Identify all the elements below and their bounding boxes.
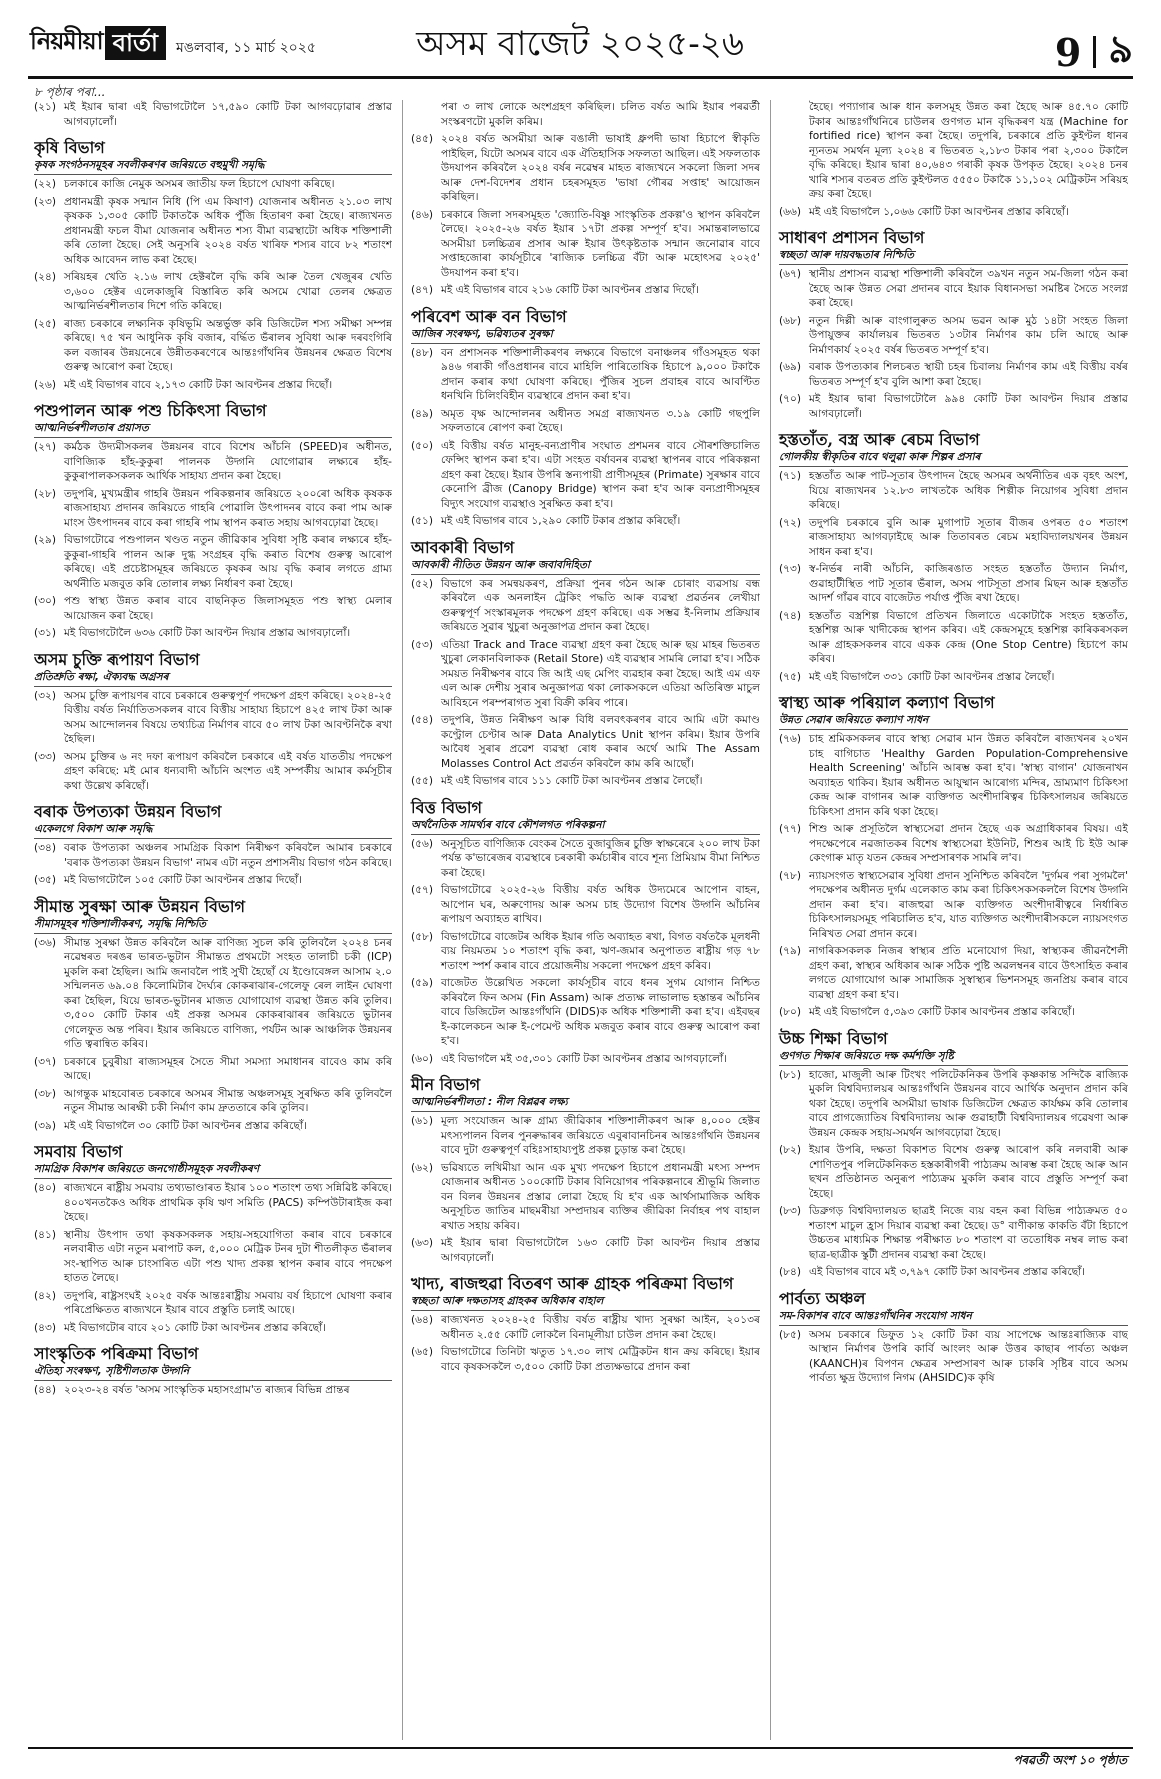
page-number-divider xyxy=(1093,36,1096,68)
paragraph xyxy=(779,732,1128,819)
paragraph-number: (৫৮) xyxy=(411,930,434,943)
paragraph-text: চৰকাৰে জিলা সদৰসমূহত 'জ্যোতি-বিষ্ণু সাংস্কৃতিক প্ৰকল্প'ও স্থাপন কৰিবলৈ লৈছে। ২০২৫-২৬ বৰ্ষত ইয়াৰ ১৭টা প্ৰকল্প সম্পূৰ্ণ হ'ব। সমান্তৰালভাৱে অসমীয়া চলচ্চিত্ৰৰ প্ৰসাৰ আৰু ইয়াৰ উৎকৃষ্টতাক সন্মান জনোৱাৰ বাবে সপ্তাহজোৰা কাৰ্যসূচীৰে 'ৰাজ্যিক চলচ্চিত্ৰ বঁটা আৰু মহোৎসৱ ২০২৫' উদযাপন কৰা হ'ব। xyxy=(441,208,760,279)
section-heading: বৰাক উপত্যকা উন্নয়ন বিভাগ xyxy=(34,802,222,821)
paragraph-text: হৈছে। পণ্যাগাৰ আৰু ধান কলসমূহ উন্নত কৰা হৈছে আৰু ৪৫.৭০ কোটি টকাৰ আন্তঃগাঁথনিৰে চাউলৰ গুণগত মান বৃদ্ধিকৰণ যন্ত্ৰ (Machine for fortified rice) স্থাপন কৰা হৈছে। তদুপৰি, চৰকাৰে প্ৰতি কুইণ্টল ধানৰ ন্যূনতম সমৰ্থন মূল্য ২০২৪ ৰ ভিতৰত ২,১৮৩ টকাৰ পৰা ২,৩০০ টকালৈ বৃদ্ধি কৰিছে। ইয়াৰ দ্বাৰা ৪০,৬৪৩ গৰাকী কৃষক উপকৃত হৈছে। ২০২৪ চনৰ খাৰি শস্যৰ বতৰত প্ৰতি কুইণ্টলত ৫৫৫০ টকাকৈ ১১,১০২ মেট্ৰিকটন সৰিয়হ ক্ৰয় কৰা হৈছে। xyxy=(809,101,1128,200)
paragraph-number: (২৫) xyxy=(34,317,57,330)
paragraph-number: (৮৪) xyxy=(779,1266,802,1278)
paragraph-number: (২২) xyxy=(34,178,57,190)
section-subheading: স্বচ্ছতা আৰু দক্ষতাসহ গ্ৰাহকৰ অধিকাৰ বাহাল xyxy=(411,1294,760,1311)
paragraph-text: বাজেটত উল্লেখিত সকলো কাৰ্যসূচীৰ বাবে ধনৰ সুগম যোগান নিশ্চিত কৰিবলৈ ফিন অসম (Fin Assam) আৰু প্ৰত্যক্ষ লাভালাভ হস্তান্তৰ আঁচনিৰ বাবে ডিজিটেল আন্তঃগাঁথনি (DIDS)ক অধিক শক্তিশালী কৰা হ'ব। এইবছৰ ই-কালেকচন আৰু ই-পেমেণ্ট অধিক মজবুত কৰাৰ বাবে গুৰুত্ব আৰোপ কৰা হ'ব। xyxy=(441,977,760,1047)
paragraph-number: (২৭) xyxy=(34,441,57,453)
paragraph xyxy=(411,1052,760,1067)
paragraph-number: (৩৪) xyxy=(34,842,57,854)
section-subheading: প্ৰতিশ্ৰুতি ৰক্ষা, ঐক্যবদ্ধ অগ্ৰসৰ xyxy=(34,670,392,687)
section-heading: পৰিবেশ আৰু বন বিভাগ xyxy=(411,306,567,326)
paragraph-number: (৬৯) xyxy=(779,361,802,373)
paragraph-number: (৭৭) xyxy=(779,823,802,835)
section-subheading: গুণগত শিক্ষাৰ জৰিয়তে দক্ষ কৰ্মশক্তি সৃষ্টি xyxy=(779,1049,1128,1066)
section-heading: স্বাস্থ্য আৰু পৰিয়াল কল্যাণ বিভাগ xyxy=(779,693,995,712)
paragraph xyxy=(779,1328,1128,1386)
paragraph-number: (৫৬) xyxy=(411,837,434,850)
paragraph-text: শিশু আৰু প্ৰসূতিলৈ স্বাস্থ্যসেৱা প্ৰদান হৈছে এক অগ্ৰাধিকাৰৰ বিষয়। এই পদক্ষেপেৰে নৱজাতকৰ বিশেষ স্বাস্থ্যসেৱা ইউনিট, শিশুৰ আই চি ইউ আৰু কেংগাৰু মাতৃ যতন কেন্দ্ৰৰ সম্প্ৰসাৰণক সামৰি ল'ব। xyxy=(809,823,1128,864)
paragraph xyxy=(779,869,1128,942)
paragraph xyxy=(411,514,760,529)
paragraph-number: (৩১) xyxy=(34,627,57,639)
paragraph-text: কৰ্মঠক উদ্যমীসকলৰ উন্নয়নৰ বাবে বিশেষ আঁচনি (SPEED)ৰ অধীনত, বাণিজ্যিক হাঁহ-কুকুৰা পালনক উদ্গনি যোগোৱাৰ লক্ষ্যৰে হাঁহ-কুকুৰাপালকসকলক আৰ্থিক সাহায্য প্ৰদান কৰা হৈছে। xyxy=(64,441,392,482)
paragraph-number: (৭৬) xyxy=(779,733,802,745)
paragraph-text: মই ইয়াৰ দ্বাৰা বিভাগটোলৈ ৯৯৪ কোটি টকা আবণ্টন দিয়াৰ প্ৰস্তাৱ আগবঢ়ালোঁ। xyxy=(809,393,1128,420)
paragraph xyxy=(411,132,760,205)
paragraph xyxy=(779,516,1128,560)
paragraph xyxy=(34,317,392,375)
paragraph-text: বিভাগে কৰ সমন্বয়কৰণ, প্ৰক্ৰিয়া পুনৰ গঠন আৰু চোৰাং ব্যৱসায় বন্ধ কৰিবলৈ এক অনলাইন ট্ৰেকিং পদ্ধতি আৰু ব্যৱস্থা প্ৰৱৰ্তনৰ লেখীয়া গুৰুত্বপূৰ্ণ সংস্কাৰমূলক পদক্ষেপ গ্ৰহণ কৰিছে। এক সম্ভৱ ই-নিলাম প্ৰক্ৰিয়াৰ জৰিয়তে সুৱাৰ খুচুৰা অনুজ্ঞাপত্ৰ প্ৰদান কৰা হৈছে। xyxy=(441,577,760,633)
section-subheading: আত্মনিৰ্ভৰশীলতাৰ প্ৰয়াসত xyxy=(34,421,392,438)
paragraph xyxy=(34,270,392,314)
paragraph-text: তদুপৰি, মুখ্যমন্ত্ৰীৰ গাহৰি উন্নয়ন পৰিকল্পনাৰ জৰিয়তে ২০০ৰো অধিক কৃষকক ৰাজসাহায্য প্ৰদানৰ জৰিয়তে গাহৰি পোৱালি উৎপাদনৰ বাবে কৰা পাম আৰু মাংস উৎপাদনৰ বাবে কৰা গাহৰি পাম স্থাপন কৰাত সহায় আগবঢ়োৱা হৈছে। xyxy=(64,487,392,529)
paragraph-text: নাগৰিকসকলক নিজৰ স্বাস্থ্যৰ প্ৰতি মনোযোগ দিয়া, স্বাস্থ্যকৰ জীৱনশৈলী গ্ৰহণ কৰা, স্বাস্থ্যৰ অধিকাৰ আৰু সঠিক পুষ্টি অৱলম্বনৰ বাবে উৎসাহিত কৰাৰ লগতে যোগাযোগ আৰু সামাজিক সুস্বাস্থ্যৰ ভিশনসমূহ জনপ্ৰিয় কৰাৰ বাবে ব্যৱস্থা গ্ৰহণ কৰা হ'ব। xyxy=(809,945,1128,1001)
paragraph xyxy=(779,469,1128,513)
paragraph xyxy=(34,1087,392,1116)
section-subheading: সীমাসমূহৰ শক্তিশালীকৰণ, সমৃদ্ধি নিশ্চিতি xyxy=(34,917,392,934)
paragraph-text: ৰাজ্যখনত ২০২৪-২৫ বিত্তীয় বৰ্ষত ৰাষ্ট্ৰীয় খাদ্য সুৰক্ষা আইন, ২০১৩ৰ অধীনত ২.৫৫ কোটি লোকলৈ বিনামূলীয়া চাউল প্ৰদান কৰা হৈছে। xyxy=(441,1314,760,1341)
paragraph xyxy=(779,1265,1128,1280)
paragraph-text: স্থানীয় প্ৰশাসন ব্যৱস্থা শক্তিশালী কৰিবলৈ ৩৯খন নতুন সম-জিলা গঠন কৰা হৈছে আৰু উন্নত সেৱা প্ৰদানৰ বাবে ইয়াক বিধানসভা সমষ্টিৰ সৈতে সংলগ্ন কৰা হৈছে। xyxy=(809,268,1128,309)
paragraph-text: স্থানীয় উৎপাদ তথা কৃষকসকলক সহায়-সহযোগিতা কৰাৰ বাবে চৰকাৰে নলবাৰীত এটা নতুন মৰাপাট কল, ৫,০০০ মেট্ৰিক টনৰ দুটা শীতলীকৃত ভঁৰালৰ সং-স্থাপিত আৰু চাংসাৰিত এটা পশু খাদ্য প্ৰকল্প স্থাপন কৰাৰ বাবে পদক্ষেপ হাতত লৈছে। xyxy=(64,1228,392,1284)
paragraph-number: (৩৫) xyxy=(34,874,57,886)
paragraph-number: (৭৩) xyxy=(779,563,802,575)
paragraph xyxy=(779,314,1128,358)
paragraph xyxy=(411,638,760,711)
paragraph xyxy=(34,873,392,888)
paragraph-text: এই বিভাগৰ বাবে মই ৩,৭৯৭ কোটি টকা আবণ্টনৰ প্ৰস্তাৱ কৰিছোঁ। xyxy=(809,1266,1086,1278)
paragraph xyxy=(34,626,392,641)
paragraph xyxy=(34,1383,392,1398)
paragraph-number: (৭৫) xyxy=(779,670,802,683)
paragraph-text: মই এই বিভাগলৈ ৩০ কোটি টকা আবণ্টনৰ প্ৰস্তাৱ কৰিছোঁ। xyxy=(64,1119,307,1132)
paragraph xyxy=(34,378,392,393)
paragraph-number: (২৩) xyxy=(34,195,57,208)
paragraph-text: মই এই বিভাগলৈ ৫,৩৯৩ কোটি টকাৰ আবণ্টনৰ প্ৰস্তাৱ কৰিছোঁ। xyxy=(809,1006,1075,1018)
column-1 xyxy=(34,100,392,1740)
paragraph xyxy=(411,1313,760,1342)
paragraph xyxy=(34,841,392,870)
paragraph-number: (৫৯) xyxy=(411,977,434,989)
paragraph-text: বিভাগটোৱে বাজেটৰ অধিক ইয়াৰ গতি অব্যাহত ৰখা, বিগত বৰ্ষতকৈ মূলধনী ব্যয় নিয়মতম ১০ শতাংশ বৃদ্ধি কৰা, ঋণ-জমাৰ অনুপাতত ৰাষ্ট্ৰীয় গড় ৭৮ শতাংশ স্পৰ্শ কৰাৰ বাবে প্ৰয়োজনীয় সকলো পদক্ষেপ গ্ৰহণ কৰিব। xyxy=(441,930,760,972)
paragraph-text: প্ৰধানমন্ত্ৰী কৃষক সন্মান নিধি (পি এম কিষাণ) যোজনাৰ অধীনত ২১.০৩ লাখ কৃষকক ১,৩০৫ কোটি টকাতকৈ অধিক পুঁজি হিতাৰণ কৰা হৈছে। ৰাজ্যখনত প্ৰধানমন্ত্ৰী ফচল বীমা যোজনাৰ অধীনত শস্য বীমা ব্যৱস্থাটো অধিক শক্তিশালী কৰি তোলা হৈছে। সেই অনুসৰি ২০২৪ বৰ্ষত খাৰিফ শস্যৰ বাবে ৮২ শতাংশ অধিক আবেদন লাভ কৰা হৈছে। xyxy=(64,195,392,266)
section-subheading: উন্নত সেৱাৰ জৰিয়তে কল্যাণ সাধন xyxy=(779,713,1128,730)
paragraph xyxy=(779,562,1128,606)
paragraph xyxy=(411,1345,760,1374)
continued-from: ৮ পৃষ্ঠাৰ পৰা... xyxy=(34,85,106,99)
paragraph-text: পশু স্বাস্থ্য উন্নত কৰাৰ বাবে বাছনিকৃত জিলাসমূহত পশু স্বাস্থ্য মেলাৰ আয়োজন কৰা হৈছে। xyxy=(64,595,392,622)
paragraph xyxy=(34,1289,392,1318)
paragraph-number: (৩০) xyxy=(34,595,57,607)
section-subheading: ঐতিহ্য সংৰক্ষণ, সৃষ্টিশীলতাক উদ্গনি xyxy=(34,1364,392,1381)
paragraph xyxy=(779,205,1128,220)
paragraph-number: (৬১) xyxy=(411,1115,434,1127)
logo-part2: বাৰ্তা xyxy=(105,26,166,60)
logo-part1: নিয়মীয়া xyxy=(30,26,103,55)
section-heading: পশুপালন আৰু পশু চিকিৎসা বিভাগ xyxy=(34,401,267,420)
paragraph-text: হাজো, মাজুলী আৰু টিংখং পলিটেকনিকৰ উপৰি কৃষ্ণকান্ত সন্দিকৈ ৰাজ্যিক মুকলি বিশ্ববিদ্যালয়ৰ আন্তঃগাঁথনি উন্নয়নৰ বাবে আৰ্থিক অনুদান প্ৰদান কৰি থকা হৈছে। তদুপৰি অসমীয়া ভাষাক ডিজিটেল ক্ষেত্ৰত কাৰ্যক্ষম কৰি তোলাৰ বাবে প্ৰাগজ্যোতিষ বিশ্ববিদ্যালয় আৰু গুৱাহাটী বিশ্ববিদ্যালয়ৰ গৱেষণা আৰু উন্নয়ন কেন্দ্ৰক সহায়-সমৰ্থন আগবঢ়োৱা হৈছে। xyxy=(809,1068,1128,1139)
paragraph xyxy=(34,750,392,794)
paragraph-text: মূল্য সংযোজন আৰু গ্ৰাম্য জীৱিকাৰ শক্তিশালীকৰণ আৰু ৪,০০০ হেক্টৰ মৎস্যপালন বিলৰ পুনৰুদ্ধাৰৰ জৰিয়তে এবুৰাবানচিনৰ আন্তঃগাঁথনি উন্নয়নৰ বাবে দুটা গুৰুত্বপূৰ্ণ বহিঃসাহায্যপুষ্ট প্ৰকল্প চুড়ান্ত কৰা হৈছে। xyxy=(441,1115,760,1156)
section-heading: কৃষি বিভাগ xyxy=(34,138,105,157)
paragraph-text: ৰাজ্যখনে ৰাষ্ট্ৰীয় সমবায় তথ্যভাণ্ডাৰত ইয়াৰ ১০০ শতাংশ তথ্য সন্নিৱিষ্ট কৰিছে। ৪০০খনতকৈও অধিক প্ৰাথমিক কৃষি ঋণ সমিতি (PACS) কম্পিউটাৰাইজ কৰা হৈছে। xyxy=(64,1182,392,1223)
paragraph-text: মই এই বিভাগৰ বাবে ১১১ কোটি টকা আবণ্টনৰ প্ৰস্তাৱ লৈছোঁ। xyxy=(441,775,703,787)
paragraph-text: চৰকাৰে চুবুৰীয়া ৰাজ্যসমূহৰ সৈতে সীমা সমস্যা সমাধানৰ বাবেও কাম কৰি আছে। xyxy=(64,1055,392,1082)
paragraph xyxy=(779,100,1128,202)
paragraph xyxy=(34,1321,392,1336)
paragraph-text: অসম চৰকাৰে ডিফুত ১২ কোটি টকা ব্যয় সাপেক্ষে আন্তঃৰাজ্যিক বাছ আস্থান নিৰ্মাণৰ উপৰি কাৰ্বি আংলং আৰু উত্তৰ কাছাৰ পাৰ্বত্য অঞ্চল (KAANCH)ৰ বিপণন ক্ষেত্ৰৰ সম্প্ৰসাৰণ আৰু চাকৰি সৃষ্টিৰ বাবে অসম পাৰ্বত্য ক্ষুদ্ৰ উদ্যোগ নিগম (AHSIDC)ক কৃষি xyxy=(809,1328,1128,1384)
paragraph-text: অসম চুক্তিৰ ৬ নং দফা ৰূপায়ণ কৰিবলৈ চৰকাৰে এই বৰ্ষত যাততীয় পদক্ষেপ গ্ৰহণ কৰিছে: মই মোৰ ধন্যবাদী আঁচনি অংশত এই সম্পৰ্কীয় আমাৰ কৰ্মসূচীৰ কথা উল্লেখ কৰিছোঁ। xyxy=(64,750,392,792)
paragraph-number: (৬২) xyxy=(411,1161,434,1174)
paragraph-text: বিভাগটোৱে ২০২৫-২৬ বিত্তীয় বৰ্ষত অধিক উদ্যমেৰে আপোন বাহন, আপোন ঘৰ, অৰুণোদয় আৰু অসম চাহ উদ্যোগ বিশেষ উদ্গনি আঁচনিৰ ৰূপায়ণ অব্যাহত ৰাখিব। xyxy=(441,884,760,925)
paragraph-number: (৭২) xyxy=(779,516,802,529)
column-2 xyxy=(402,100,760,1740)
paragraph-number: (৬৬) xyxy=(779,205,802,218)
paragraph-text: মই ইয়াৰ দ্বাৰা বিভাগটোলৈ ১৬৩ কোটি টকা আবণ্টন দিয়াৰ প্ৰস্তাৱ আগবঢ়ালোঁ। xyxy=(441,1237,760,1264)
paragraph-number xyxy=(779,100,809,202)
paragraph-text: মই এই বিভাগলৈ ১,০৬৬ কোটি টকা আবণ্টনৰ প্ৰস্তাৱ কৰিছোঁ। xyxy=(809,205,1069,218)
paragraph-text: মই বিভাগটোৰ বাবে ২০১ কোটি টকা আবণ্টনৰ প্ৰস্তাৱ কৰিছোঁ। xyxy=(64,1321,326,1334)
paragraph-text: মই বিভাগটোলৈ ১০৫ কোটি টকা আবণ্টনৰ প্ৰস্তাৱ দিছোঁ। xyxy=(64,874,302,886)
paragraph xyxy=(411,577,760,635)
paragraph-text: চাহ শ্ৰমিকসকলৰ বাবে স্বাস্থ্য সেৱাৰ মান উন্নত কৰিবলৈ ৰাজ্যখনৰ ২০খন চাহ বাগিচাত 'Healthy Garden Population-Comprehensive Health Screening' আঁচনি আৰম্ভ কৰা হ'ব। 'স্বাস্থ্য বাগান' যোজনাখন অব্যাহত থাকিব। ইয়াৰ অধীনত আয়ুষ্মান আৰোগ্য মন্দিৰ, ভ্ৰাম্যমাণ চিকিৎসা কেন্দ্ৰ আৰু বাগানৰ আৰু ব্যক্তিগত অংশীদাৰিত্বৰ চিকিৎসালয়ৰ জৰিয়তে চিকিৎসা প্ৰদান কৰি থকা হৈছে। xyxy=(809,733,1128,818)
paragraph xyxy=(411,774,760,789)
paragraph xyxy=(411,100,760,129)
paragraph-text: মই ইয়াৰ দ্বাৰা এই বিভাগটোলৈ ১৭,৫৯০ কোটি টকা আগবঢ়োৱাৰ প্ৰস্তাৱ আগবঢ়ালোঁ। xyxy=(64,101,392,128)
paragraph-number: (২৯) xyxy=(34,534,57,546)
paragraph xyxy=(779,822,1128,866)
paragraph-text: অনুসূচিত বাণিজ্যিক বেংকৰ সৈতে বুজাবুজিৰ চুক্তি স্বাক্ষৰেৰে ২০০ লাখ টকা পৰ্যন্ত ক'ভাৰেজৰ ব্যৱস্থাৰে চৰকাৰী কৰ্মচাৰীৰ বাবে শূন্য প্ৰিমিয়াম বীমা নিশ্চিত কৰা হৈছে। xyxy=(441,837,760,879)
paragraph-number: (৬০) xyxy=(411,1052,434,1065)
paragraph-number: (৫১) xyxy=(411,515,434,527)
paragraph xyxy=(779,944,1128,1002)
paragraph-text: ৰাজ্য চৰকাৰে লক্ষ্যনিক কৃষিভূমি অন্তৰ্ভুক্ত কৰি ডিজিটেল শস্য সমীক্ষা সম্পন্ন কৰিছে। ৭৫ খন আধুনিক কৃষি বজাৰ, বৰ্দ্ধিত ভঁৰালৰ সুবিধা আৰু দৰবংগিৰি কল বজাৰৰ উন্নয়নেৰে উন্নীতকৰণেৰে আন্তঃগাঁথনিৰ উন্নয়নৰ ক্ষেত্ৰত বিশেষ গুৰুত্ব আৰোপ কৰা হৈছে। xyxy=(64,317,392,373)
header-rule xyxy=(28,76,1133,79)
paragraph xyxy=(411,713,760,771)
section-subheading: সামগ্ৰিক বিকাশৰ জৰিয়তে জনগোষ্ঠীসমূহক সবলীকৰণ xyxy=(34,1162,392,1179)
paragraph-number: (৬৮) xyxy=(779,314,802,327)
paragraph-number: (৭০) xyxy=(779,393,802,405)
paragraph-number: (৭৮) xyxy=(779,869,802,882)
paragraph xyxy=(411,930,760,974)
paragraph xyxy=(779,392,1128,421)
paragraph-number: (৮৫) xyxy=(779,1328,802,1341)
section-heading: সাধাৰণ প্ৰশাসন বিভাগ xyxy=(779,228,925,247)
section-heading: সমবায় বিভাগ xyxy=(34,1142,123,1161)
paragraph-text: ভৱিষ্যতে লখিমীয়া আন এক মুখ্য পদক্ষেপ হিচাপে প্ৰধানমন্ত্ৰী মৎস্য সম্পদ যোজনাৰ অধীনত ১০০কোটি টকাৰ বিনিয়োগৰ পৰিকল্পনাৰে শ্ৰীভূমি জিলাত বন বিলৰ উন্নয়নৰ প্ৰস্তাৱ লোৱা হৈছে যি হ'ব এক আৰ্থসামাজিক অধিক অনুসূচিত জাতিৰ মাছমৰীয়া সম্প্ৰদায়ৰ ব্যক্তিৰ জীৱিকা নিৰ্বাহৰ পথ বাহাল ৰখাত সহায় কৰিব। xyxy=(441,1161,760,1232)
paragraph-number: (৬৫) xyxy=(411,1346,434,1358)
paragraph-text: এই বিত্তীয় বৰ্ষত মানুহ-বন্যপ্ৰাণীৰ সংঘাত প্ৰশমনৰ বাবে সৌৰশক্তিচালিত ফেন্সিং স্থাপন কৰা হ'ব। এটা সংহত বৰ্ষাবনৰ ব্যৱস্থা স্থাপনৰ বাবে পৰিকল্পনা গ্ৰহণ কৰা হৈছে। ইয়াৰ উপৰি স্তন্যপায়ী প্ৰাণীসমূহৰ (Primate) সুৰক্ষাৰ বাবে কেনোপি ব্ৰীজ (Canopy Bridge) স্থাপন কৰা হ'ব আৰু বন্যপ্ৰাণীসমূহৰ বিদ্যুৎ সংযোগ ব্যৱস্থাও সুৰক্ষিত কৰা হ'ব। xyxy=(441,439,760,510)
paragraph-text: ন্যায়সংগত স্বাস্থ্যসেৱাৰ সুবিধা প্ৰদান সুনিশ্চিত কৰিবলৈ 'দুৰ্গমৰ পৰা সুগমলৈ' পদক্ষেপৰ অধীনত দুৰ্গম এলেকাত কাম কৰা চিকিৎসকসকললৈ বিশেষ উদ্গনি প্ৰদান কৰা হ'ব। ৰাজহুৱা আৰু ব্যক্তিগত অংশীদাৰীত্বৰে নিৰ্ধাৰিত চিকিৎসালয়সমূহ পৰিচালিত হ'ব, যাত ব্যক্তিগত অংশীদাৰীসকলে ন্যায়সংগত নিৰিখত সেৱা প্ৰদান কৰে। xyxy=(809,869,1128,940)
paragraph-number: (৪৬) xyxy=(411,208,434,221)
paragraph xyxy=(34,440,392,484)
paragraph xyxy=(34,533,392,591)
paragraph-text: মই এই বিভাগলৈ ৩৩১ কোটি টকা আবণ্টনৰ প্ৰস্তাৱ লৈছোঁ। xyxy=(809,670,1055,683)
page-number xyxy=(1055,20,1133,84)
page-title: অসম বাজেট ২০২৫-২৬ xyxy=(416,24,744,64)
paragraph xyxy=(779,1204,1128,1262)
paragraph-number: (২৮) xyxy=(34,487,57,500)
paragraph-number: (৪৩) xyxy=(34,1321,57,1334)
paragraph xyxy=(411,346,760,404)
section-heading: সাংস্কৃতিক পৰিক্ৰমা বিভাগ xyxy=(34,1344,199,1363)
paragraph xyxy=(411,837,760,881)
paragraph-text: তদুপৰি চৰকাৰে বুনি আৰু মুগাপাট সূতাৰ বীজৰ ওপৰত ৫০ শতাংশ ৰাজসাহায্য আগবঢ়াইছে আৰু তিতাবৰত ৰেচম মহাবিদ্যালয়খনৰ উন্নয়ন সাধন কৰা হ'ব। xyxy=(809,516,1128,558)
paragraph-number: (৫২) xyxy=(411,577,434,590)
paragraph-text: এতিয়া Track and Trace ব্যৱস্থা গ্ৰহণ কৰা হৈছে আৰু ছয় মাহৰ ভিতৰত খুচুৰা লেকানবিলাকক (Retail Store) এই ব্যৱস্থাৰ সামৰি লোৱা হ'ব। সঠিক সময়ত নিৰীক্ষণৰ বাবে জি আই এছ মেপিং ব্যৱহাৰ কৰা হৈছে। আই এম এফ এল আৰু দেশীয় সুৰাৰ অনুজ্ঞাপত্ৰ থকা লোকসকলে এতিয়া অতিৰিক্ত মাচুল আবিহনে পৰম্পৰাগত সুৰা বিক্ৰী কৰিব পাৰে। xyxy=(441,638,760,709)
paragraph-text: মই এই বিভাগৰ বাবে ২,১৭৩ কোটি টকা আবণ্টনৰ প্ৰস্তাৱ দিছোঁ। xyxy=(64,378,333,391)
paragraph-number: (৩৯) xyxy=(34,1119,57,1132)
paragraph xyxy=(34,936,392,1052)
paragraph xyxy=(34,1055,392,1084)
page-number-bengali: ৯ xyxy=(1108,26,1133,71)
paragraph xyxy=(411,283,760,298)
paragraph-text: পৰা ৩ লাখ লোকে অংশগ্ৰহণ কৰিছিল। চলিত বৰ্ষত আমি ইয়াৰ পৰৱৰ্তী সংস্কৰণটো মুকলি কৰিম। xyxy=(441,101,760,128)
section-heading: মীন বিভাগ xyxy=(411,1075,481,1094)
section-heading: পাৰ্বত্য অঞ্চল xyxy=(779,1288,866,1308)
paragraph-number: (৪৮) xyxy=(411,346,434,359)
paragraph-number: (৬৩) xyxy=(411,1237,434,1249)
paragraph xyxy=(411,1114,760,1158)
section-subheading: আবকাৰী নীতিত উন্নয়ন আৰু জবাবদিহিতা xyxy=(411,558,760,575)
paragraph-number: (৩৭) xyxy=(34,1055,57,1068)
paragraph-number: (৪৪) xyxy=(34,1384,57,1396)
paragraph xyxy=(34,1119,392,1134)
paragraph-text: তদুপৰি, উন্নত নিৰীক্ষণ আৰু বিধি বলবৎকৰণৰ বাবে আমি এটা কমাণ্ড কণ্ট্ৰোল চেণ্টাৰ আৰু Data Analytics Unit স্থাপন কৰিম। ইয়াৰ উপৰি আবৈধ সুৰাৰ প্ৰৱেশ ব্যৱস্থা ৰোধ কৰাৰ অৰ্থে আমি The Assam Molasses Control Act প্ৰৱৰ্তন কৰিবলৈ কাম কৰি আছোঁ। xyxy=(441,714,760,770)
paragraph-text: নতুন দিল্লী আৰু বাংগালুৰুত অসম ভৱন আৰু মুঠ ১৪টা সংহত জিলা উপায়ুক্তৰ কাৰ্যালয়ৰ ভিতৰত ১৩টাৰ নিৰ্মাণৰ কাম চলি আছে আৰু নিৰ্মাণকাৰ্য ২০২৫ বৰ্ষৰ ভিতৰত সম্পূৰ্ণ হ'ব। xyxy=(809,314,1128,356)
newspaper-logo xyxy=(30,26,166,60)
paragraph xyxy=(779,1143,1128,1201)
paragraph-text: হস্ততাঁত আৰু পাট-সূতাৰ উৎপাদন হৈছে অসমৰ অৰ্থনীতিৰ এক বৃহৎ অংশ, যিয়ে ৰাজ্যখনৰ ১২.৮৩ লাখতকৈ অধিক শিল্পীক নিয়োগৰ সুবিধা প্ৰদান কৰিছে। xyxy=(809,470,1128,511)
paragraph-number: (৫৩) xyxy=(411,638,434,651)
paragraph-number: (৭৯) xyxy=(779,945,802,957)
paragraph-number: (৮০) xyxy=(779,1006,802,1018)
paragraph-number: (৪১) xyxy=(34,1228,57,1241)
paragraph-number: (৩২) xyxy=(34,689,57,702)
section-subheading: স্বচ্ছতা আৰু দায়বদ্ধতাৰ নিশ্চিতি xyxy=(779,248,1128,265)
paragraph-number: (৩৩) xyxy=(34,750,57,763)
paragraph-number: (৫৪) xyxy=(411,714,434,726)
paragraph xyxy=(34,1181,392,1225)
paragraph xyxy=(779,670,1128,685)
section-subheading: একেলগে বিকাশ আৰু সমৃদ্ধি xyxy=(34,822,392,839)
section-heading: উচ্চ শিক্ষা বিভাগ xyxy=(779,1028,888,1048)
paragraph-text: অমৃত বৃক্ষ আন্দোলনৰ অধীনত সমগ্ৰ ৰাজ্যখনত ৩.১৯ কোটি গছপুলি সফলতাৰে ৰোপণ কৰা হৈছে। xyxy=(441,407,760,434)
paragraph-number: (৮২) xyxy=(779,1144,802,1156)
paragraph-text: চলকাৰে কাজি নেমুক অসমৰ জাতীয় ফল হিচাপে ঘোষণা কৰিছে। xyxy=(64,178,335,190)
section-subheading: সম-বিকাশৰ বাবে আন্তঃগাঁথনিৰ সংযোগ সাধন xyxy=(779,1309,1128,1326)
paragraph-number: (৮৩) xyxy=(779,1205,802,1217)
paragraph xyxy=(411,976,760,1049)
paragraph-number: (৩৬) xyxy=(34,936,57,949)
paragraph-number: (২১) xyxy=(34,101,57,113)
footer-rule xyxy=(28,1747,1133,1749)
paragraph-number: (৪২) xyxy=(34,1289,57,1302)
column-3 xyxy=(770,100,1128,1740)
paragraph-text: সৰিয়হৰ খেতি ২.১৬ লাখ হেক্টৰলৈ বৃদ্ধি কৰি আৰু তৈল খেজুৰৰ খেতি ৩,৬০০ হেক্টৰ এলেকাজুৰি বিস্তাৰিত কৰি অসমে খোৱা তেলৰ ক্ষেত্ৰত আত্মনিৰ্ভৰশীলতাৰ দিশে গতি কৰিছে। xyxy=(64,271,392,312)
paragraph-text: তদুপৰি, ৰাষ্ট্ৰসংঘই ২০২৫ বৰ্ষক আন্তঃৰাষ্ট্ৰীয় সমবায় বৰ্ষ হিচাপে ঘোষণা কৰাৰ পৰিপ্ৰেক্ষিতত ৰাজ্যখনে ইয়াৰ বাবে প্ৰস্তুতি চলাই আছে। xyxy=(64,1289,392,1316)
paragraph-text: আগন্তুক মাহবোৰত চৰকাৰে অসমৰ সীমান্ত অঞ্চলসমূহ সুৰক্ষিত কৰি তুলিবলৈ নতুন সীমান্ত আৰক্ষী চকী নিৰ্মাণ কাম দ্ৰুততাৰে কৰি তুলিব। xyxy=(64,1087,392,1114)
paragraph-text: বৰাক উপত্যকাৰ শিলচৰত স্থায়ী চহৰ চিবালয় নিৰ্মাণৰ কাম এই বিত্তীয় বৰ্ষৰ ভিতৰত সম্পূৰ্ণ হ'ব বুলি আশা কৰা হৈছে। xyxy=(809,361,1128,388)
section-heading: অসম চুক্তি ৰূপায়ণ বিভাগ xyxy=(34,649,200,669)
paragraph xyxy=(34,195,392,268)
paragraph-text: ২০২৪ বৰ্ষত অসমীয়া আৰু বঙালী ভাষাই ধ্ৰুপদী ভাষা হিচাপে স্বীকৃতি পাইছিল, যিটো অসমৰ বাবে এক ঐতিহাসিক সফলতা আছিল। এই সফলতাক উদযাপন কৰিবলৈ ২০২৪ বৰ্ষৰ নৱেম্বৰ মাহত ৰাজ্যখনে সকলো জিলা সদৰ আৰু দেশ-বিদেশৰ প্ৰধান চহৰসমূহত 'ভাষা গৌৰৱ সপ্তাহ' আয়োজন কৰিছিল। xyxy=(441,133,760,203)
paragraph-number: (৭৪) xyxy=(779,609,802,622)
paragraph xyxy=(411,439,760,512)
paragraph-number: (৫৭) xyxy=(411,884,434,896)
paragraph xyxy=(34,1228,392,1286)
paragraph-text: ২০২৩-২৪ বৰ্ষত 'অসম সাংস্কৃতিক মহাসংগ্ৰাম'ত ৰাজ্যৰ বিভিন্ন প্ৰান্তৰ xyxy=(64,1384,350,1396)
section-heading: সীমান্ত সুৰক্ষা আৰু উন্নয়ন বিভাগ xyxy=(34,896,245,916)
section-heading: আবকাৰী বিভাগ xyxy=(411,537,515,557)
section-subheading: আত্মনিৰ্ভৰশীলতা : নীল বিপ্লৱৰ লক্ষ্য xyxy=(411,1095,760,1112)
paragraph-text: মই বিভাগটোলৈ ৬৩৬ কোটি টকা আবণ্টন দিয়াৰ প্ৰস্তাৱ আগবঢ়ালোঁ। xyxy=(64,627,351,639)
paragraph-text: স্ব-নিৰ্ভৰ নাৰী আঁচনি, কাজিৰঙাত সংহত হস্ততাঁত উদ্যান নিৰ্মাণ, গুৱাহাটীস্থিত পাট সূতাৰ ভঁৰাল, অসম পাটসূতা প্ৰসাৰ মিছন আৰু হস্ততাঁত আদৰ্শ গাঁৱৰ বাবে বাজেটত পৰ্যাপ্ত পুঁজি ৰখা হৈছে। xyxy=(809,563,1128,604)
paragraph-number: (৭১) xyxy=(779,470,802,482)
paragraph-number: (৬৪) xyxy=(411,1314,434,1326)
section-heading: হস্ততাঁত, বস্ত্ৰ আৰু ৰেচম বিভাগ xyxy=(779,430,980,449)
section-subheading: আজিৰ সংৰক্ষণ, ভৱিষ্যতৰ সুৰক্ষা xyxy=(411,327,760,344)
paragraph-number: (৪৯) xyxy=(411,407,434,420)
paragraph xyxy=(411,1161,760,1234)
paragraph xyxy=(34,594,392,623)
section-heading: খাদ্য, ৰাজহুৱা বিতৰণ আৰু গ্ৰাহক পৰিক্ৰমা বিভাগ xyxy=(411,1274,734,1293)
continued-to: পৰৱৰ্তী অংশ ১০ পৃষ্ঠাত xyxy=(1013,1753,1127,1767)
paragraph-number: (৮১) xyxy=(779,1068,802,1081)
paragraph xyxy=(411,208,760,281)
paragraph-text: এই বিভাগলৈ মই ৩৫,৩০১ কোটি টকা আবণ্টনৰ প্ৰস্তাৱ আগবঢ়ালোঁ। xyxy=(441,1052,727,1065)
article-columns xyxy=(34,100,1128,1740)
paragraph-number: (৪৫) xyxy=(411,133,434,145)
paragraph xyxy=(779,360,1128,389)
paragraph xyxy=(34,177,392,192)
paragraph-text: অসম চুক্তি ৰূপায়ণৰ বাবে চৰকাৰে গুৰুত্বপূৰ্ণ পদক্ষেপ গ্ৰহণ কৰিছে। ২০২৪-২৫ বিত্তীয় বৰ্ষত নিৰ্যাতিতসকলৰ বাবে বিত্তীয় সাহায্য হিচাপে ৪২৫ লাখ টকা আৰু অসম আন্দোলনৰ বিষয়ে তথ্যচিত্ৰ নিৰ্মাণৰ বাবে ৫০ লাখ টকা আবণ্টনিকৈ ৰখা হৈছিল। xyxy=(64,689,392,745)
paragraph-text: বিভাগটোৱে পশুপালন খণ্ডত নতুন জীৱিকাৰ সুবিধা সৃষ্টি কৰাৰ লক্ষ্যৰে হাঁহ-কুকুৰা-গাহৰি পালন আৰু দুগ্ধ সংগ্ৰহৰ বৃদ্ধি কৰাত বিশেষ গুৰুত্ব আৰোপ কৰিছে। এই প্ৰচেষ্টাসমূহৰ জৰিয়তে কৃষকৰ আয় বৃদ্ধি কৰাৰ লগতে গ্ৰাম্য অৰ্থনীতি মজবুত কৰি তোলাৰ লক্ষ্য নিৰ্ধাৰণ কৰা হৈছে। xyxy=(64,534,392,590)
paragraph xyxy=(34,100,392,129)
paragraph xyxy=(779,609,1128,667)
section-heading: বিত্ত বিভাগ xyxy=(411,797,483,817)
issue-date: মঙলবাৰ, ১১ মাৰ্চ ২০২৫ xyxy=(176,40,316,56)
paragraph xyxy=(779,267,1128,311)
paragraph xyxy=(34,689,392,747)
paragraph xyxy=(411,407,760,436)
paragraph xyxy=(779,1068,1128,1141)
masthead xyxy=(0,0,1161,78)
paragraph-number: (৫৫) xyxy=(411,775,434,787)
paragraph xyxy=(411,883,760,927)
section-subheading: গোলকীয় স্বীকৃতিৰ বাবে থলুৱা কাৰু শিল্পৰ প্ৰসাৰ xyxy=(779,450,1128,467)
paragraph-text: ডিব্ৰুগড় বিশ্ববিদ্যালয়ত ছাত্ৰই নিজে ব্যয় বহন কৰা বিভিন্ন পাঠ্যক্ৰমত ৫০ শতাংশ মাচুল হ্ৰাস দিয়াৰ ব্যৱস্থা কৰা হৈছে। ড° বাণীকান্ত কাকতি বঁটা হিচাপে উচ্চতৰ মাধ্যমিক শিক্ষান্ত পৰীক্ষাত ৮০ শতাংশ বা ততোধিক নম্বৰ লাভ কৰা ছাত্ৰ-ছাত্ৰীক স্কুটী প্ৰদানৰ ব্যৱস্থা কৰা হৈছে। xyxy=(809,1205,1128,1261)
paragraph-number: (৫০) xyxy=(411,439,434,452)
section-subheading: অৰ্থনৈতিক সামৰ্থ্যৰ বাবে কৌশলগত পৰিকল্পনা xyxy=(411,818,760,835)
paragraph xyxy=(34,487,392,531)
paragraph-text: বিভাগটোৱে তিনিটা ঋতুত ১৭.৩০ লাখ মেট্ৰিকটন ধান ক্ৰয় কৰিছে। ইয়াৰ বাবে কৃষকসকলৈ ৩,৫০০ কোটি টকা প্ৰত্যক্ষভাৱে প্ৰদান কৰা xyxy=(441,1346,760,1373)
paragraph-text: হস্ততাঁত বস্ত্ৰশিল্প বিভাগে প্ৰতিখন জিলাতে একোটাকৈ সংহত হস্ততাঁত, হস্তশিল্প আৰু খাদীকেন্দ্ৰ স্থাপন কৰিব। এই কেন্দ্ৰসমূহে হস্তশিল্প কাৰিকৰসকল আৰু গ্ৰাহকসকলৰ বাবে একক কেন্দ্ৰ (One Stop Centre) হিচাপে কাম কৰিব। xyxy=(809,609,1128,665)
paragraph-number: (৪০) xyxy=(34,1182,57,1194)
paragraph-number: (৬৭) xyxy=(779,268,802,280)
paragraph-text: মই এই বিভাগৰ বাবে ১,২৯০ কোটি টকাৰ প্ৰস্তাৱ কৰিছোঁ। xyxy=(441,515,681,527)
paragraph-number: (২৬) xyxy=(34,378,57,391)
paragraph-text: সীমান্ত সুৰক্ষা উন্নত কৰিবলৈ আৰু বাণিজ্য সুচল কৰি তুলিবলৈ ২০২৪ চনৰ নৱেম্বৰত দৰঙৰ ভাৰত-ভুটান সীমান্তত প্ৰথমটো সংহত তালাচী চকী (ICP) মুকলি কৰা হৈছিল। আমি জনাবলৈ পাই সুখী হৈছোঁ যে ইণ্ডোবেঙ্গল আসাম ২.০ সন্মিলনত ৬৯.০৪ কিলোমিটাৰ দৈৰ্ঘ্যৰ কোকৰাঝাৰ-গেলেফু ৰেল লাইন ঘোষণা কৰা হৈছিল, যিয়ে ভাৰত-ভুটানৰ মাজত যোগাযোগ ব্যৱস্থা উন্নত কৰি তুলিব। ৩,৫০০ কোটি টকাৰ এই প্ৰকল্প অসমৰ কোকৰাঝাৰৰ জৰিয়তে ভুটানৰ গেলেফুত অন্ত পৰিব। ইয়াৰ জৰিয়তে বাণিজ্য, পৰ্যটন আৰু আঞ্চলিক উন্নয়নৰ গতি ত্বৰান্বিত কৰিব। xyxy=(64,936,392,1050)
paragraph-number: (২৪) xyxy=(34,271,57,283)
section-subheading: কৃষক সংগঠনসমূহৰ সবলীকৰণৰ জৰিয়তে বহুমুখী সমৃদ্ধি xyxy=(34,158,392,175)
paragraph-number: (৪৭) xyxy=(411,284,434,296)
page-number-latin: 9 xyxy=(1054,29,1082,75)
paragraph-number xyxy=(411,100,441,129)
paragraph xyxy=(411,1236,760,1265)
paragraph-text: বন প্ৰশাসনক শক্তিশালীকৰণৰ লক্ষ্যৰে বিভাগে বনাঞ্চলৰ গাঁওসমূহত থকা ৯৪৬ গৰাকী গাঁওপ্ৰধানৰ বাবে মাহিলি পাৰিতোষিক হিচাপে ৯,০০০ টকাকৈ প্ৰদান কৰাৰ কথা ঘোষণা কৰিছে। পুঁজিৰ সুচল প্ৰবাহৰ বাবে আবণ্টিত ধনখিনি চিলিংবিহীন ব্যৱস্থাৰে প্ৰদান কৰা হ'ব। xyxy=(441,346,760,402)
paragraph-number: (৩৮) xyxy=(34,1087,57,1100)
paragraph-text: ইয়াৰ উপৰি, দক্ষতা বিকাশত বিশেষ গুৰুত্ব আৰোপ কৰি নলবাৰী আৰু শোণিতপুৰ পলিটেকনিকত হস্তকাৰীগৰী পাঠ্যক্ৰম আৰম্ভ কৰা হৈছে আৰু আন ছখন প্ৰতিষ্ঠানত অনুৰূপ পাঠ্যক্ৰম মুকলি কৰাৰ বাবে প্ৰস্তুতি সম্পূৰ্ণ কৰা হৈছে। xyxy=(809,1144,1128,1200)
paragraph-text: বৰাক উপত্যকা অঞ্চলৰ সামগ্ৰিক বিকাশ নিৰীক্ষণ কৰিবলৈ আমাৰ চৰকাৰে 'বৰাক উপত্যকা উন্নয়ন বিভাগ' নামৰ এটা নতুন প্ৰশাসনীয় বিভাগ গঠন কৰিছে। xyxy=(64,842,392,869)
paragraph-text: মই এই বিভাগৰ বাবে ২১৬ কোটি টকা আবণ্টনৰ প্ৰস্তাৱ দিছোঁ। xyxy=(441,284,699,296)
paragraph xyxy=(779,1005,1128,1020)
